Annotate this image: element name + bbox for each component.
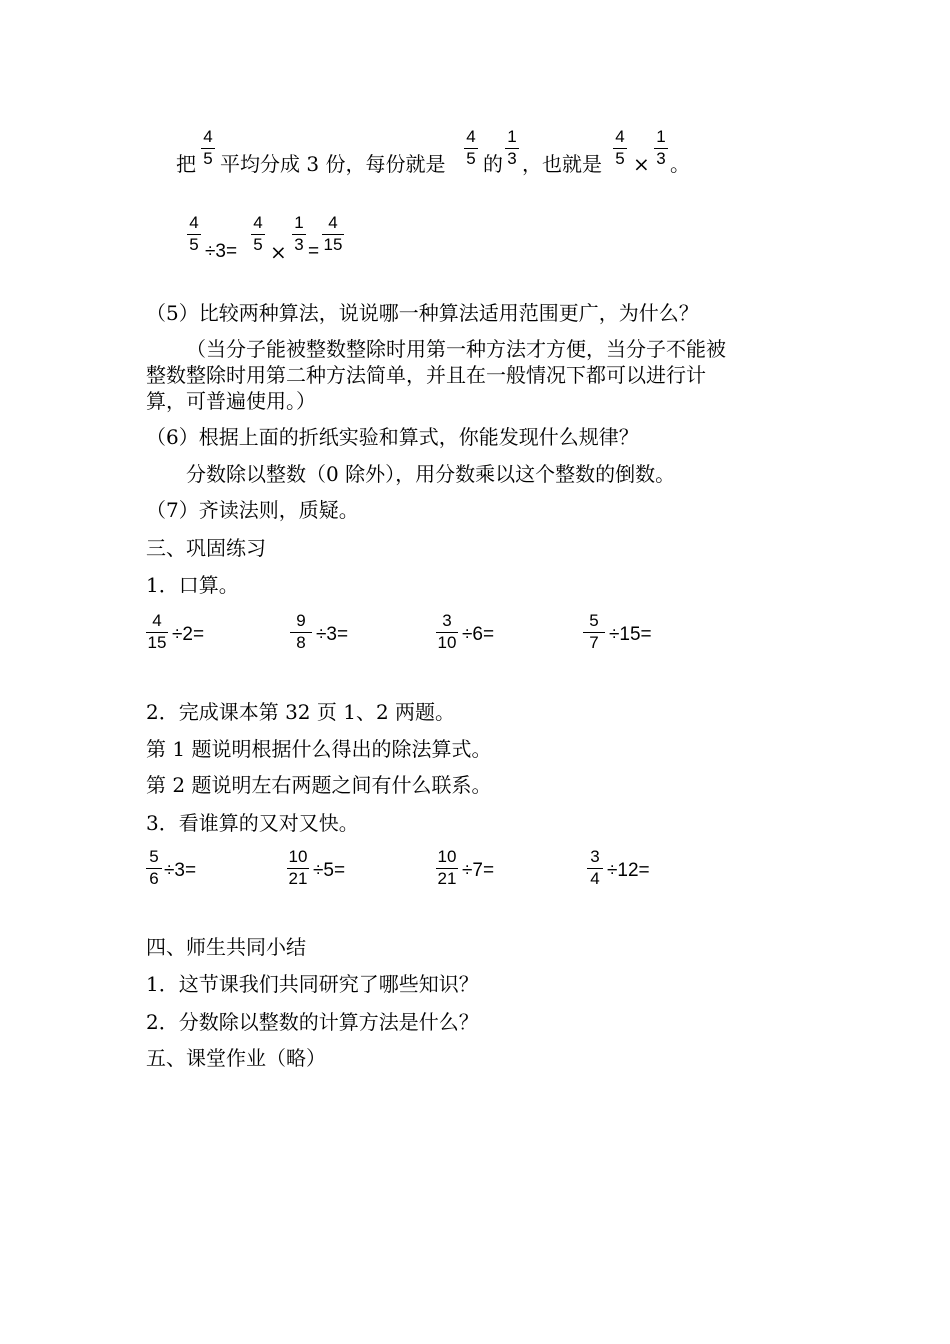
question-6: （6）根据上面的折纸实验和算式，你能发现什么规律？ — [146, 425, 639, 449]
answer-6: 分数除以整数（0 除外），用分数乘以这个整数的倒数。 — [186, 462, 676, 486]
item-2-textbook: 2．完成课本第 32 页 1、2 两题。 — [146, 700, 456, 724]
derive-text-2: 平均分成 3 份，每份就是 — [220, 152, 446, 176]
exercise-fraction: 10 21 — [288, 847, 308, 888]
exercise-operation: ÷2= — [172, 624, 205, 645]
exercise-operation: ÷6= — [462, 624, 495, 645]
item-3-quick: 3．看谁算的又对又快。 — [146, 811, 359, 835]
equation-fraction-2: 4 5 — [251, 214, 265, 254]
exercise-operation: ÷7= — [462, 860, 495, 881]
answer-5-line-3: 算，可普遍使用。） — [146, 389, 316, 413]
derive-text-end: 。 — [670, 152, 690, 176]
question-5: （5）比较两种算法，说说哪一种算法适用范围更广，为什么？ — [146, 301, 699, 325]
summary-question-1: 1．这节课我们共同研究了哪些知识？ — [146, 972, 479, 996]
exercise-operation: ÷3= — [164, 860, 197, 881]
exercise-operation: ÷12= — [607, 860, 650, 881]
exercise-operation: ÷15= — [609, 624, 652, 645]
section-4-heading: 四、师生共同小结 — [146, 935, 306, 959]
question-7: （7）齐读法则，质疑。 — [146, 498, 359, 522]
exercise-fraction: 9 8 — [290, 612, 312, 652]
section-3-heading: 三、巩固练习 — [146, 536, 266, 560]
derive-times: × — [633, 152, 650, 176]
equation-equals: = — [308, 241, 320, 262]
equation-fraction-1: 4 5 — [187, 214, 201, 254]
answer-5-line-2: 整数整除时用第二种方法简单，并且在一般情况下都可以进行计 — [146, 363, 706, 387]
fraction-e: 1 3 — [654, 128, 668, 168]
derive-text-1: 把 — [176, 152, 196, 176]
equation-times: × — [270, 240, 287, 264]
answer-5-line-1: （当分子能被整数整除时用第一种方法才方便，当分子不能被 — [186, 337, 726, 361]
exercise-fraction: 10 21 — [437, 847, 457, 888]
equation-div3: ÷3= — [205, 241, 238, 262]
exercise-fraction: 4 15 — [147, 611, 167, 652]
exercise-fraction: 5 6 — [146, 848, 162, 888]
equation-fraction-3: 1 3 — [292, 214, 306, 254]
equation-fraction-4: 4 15 — [323, 213, 343, 254]
exercise-operation: ÷3= — [316, 624, 349, 645]
exercise-operation: ÷5= — [313, 860, 346, 881]
fraction-b: 4 5 — [464, 128, 478, 168]
summary-question-2: 2．分数除以整数的计算方法是什么？ — [146, 1010, 479, 1034]
derive-text-4: ，也就是 — [522, 152, 602, 176]
exercise-fraction: 5 7 — [583, 612, 605, 652]
section-5-heading: 五、课堂作业（略） — [146, 1046, 326, 1070]
fraction-c: 1 3 — [505, 128, 519, 168]
item-2-note-b: 第 2 题说明左右两题之间有什么联系。 — [146, 773, 492, 797]
fraction-d: 4 5 — [613, 128, 627, 168]
item-2-note-a: 第 1 题说明根据什么得出的除法算式。 — [146, 737, 492, 761]
derive-text-3: 的 — [483, 152, 503, 176]
fraction-a: 4 5 — [201, 128, 215, 168]
exercise-fraction: 3 10 — [437, 611, 457, 652]
item-1-oral: 1．口算。 — [146, 573, 239, 597]
exercise-fraction: 3 4 — [587, 848, 603, 888]
